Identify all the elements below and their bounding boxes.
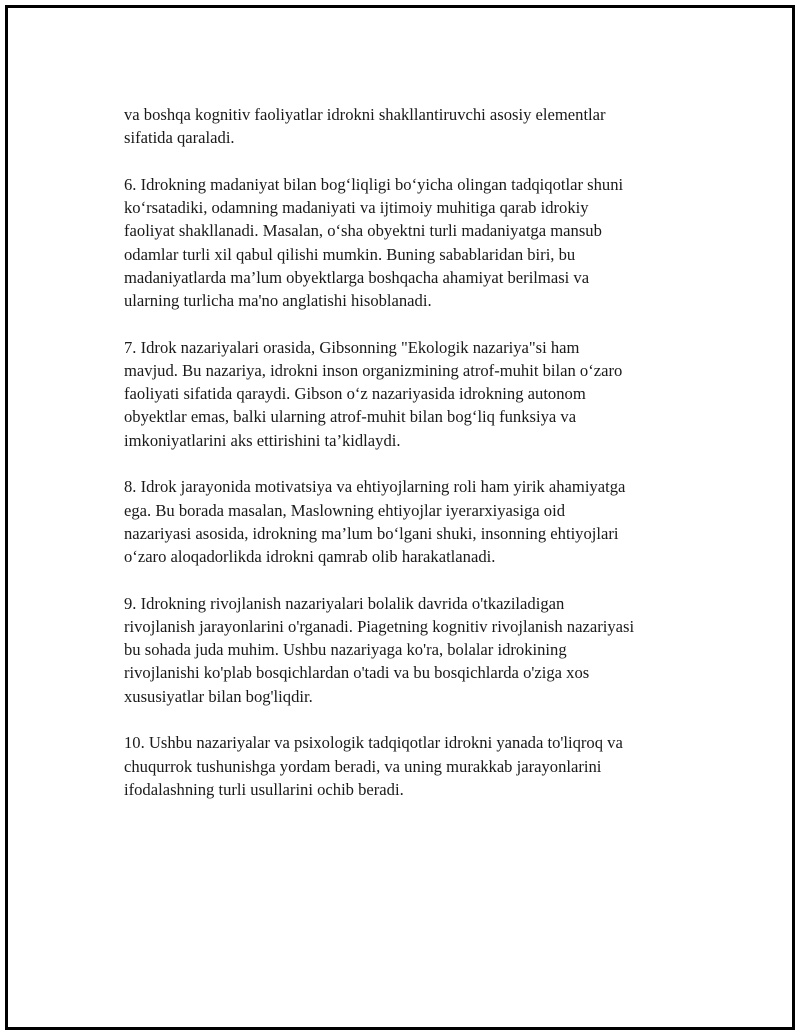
paragraph-8: 8. Idrok jarayonida motivatsiya va ehtiyojlarning roli ham yirik ahamiyatga ega. Bu borada masalan, Maslowning ehtiyojlar iyerarxiyasiga oid nazariyasi asosida, idrokning ma’lum bo‘lgani shuki, insonning ehtiyojlari o‘zaro aloqadorlikda idrokni qamrab olib harakatlanadi. [124,477,626,567]
paragraph-continuation: va boshqa kognitiv faoliyatlar idrokni shakllantiruvchi asosiy elementlar sifatida qaraladi. [124,105,606,148]
document-body [124,103,709,825]
paragraph-6: 6. Idrokning madaniyat bilan bog‘liqligi bo‘yicha olingan tadqiqotlar shuni ko‘rsatadiki, odamning madaniyati va ijtimoiy muhitiga qarab idrokiy faoliyat shakllanadi. Masalan, o‘sha obyektni turli madaniyatga mansub odamlar turli xil qabul qilishi mumkin. Buning sabablaridan biri, bu madaniyatlarda ma’lum obyektlarga boshqacha ahamiyat berilmasi va ularning turlicha ma'no anglatishi hisoblanadi. [124,175,624,311]
paragraph-9: 9. Idrokning rivojlanish nazariyalari bolalik davrida o'tkaziladigan rivojlanish jarayonlarini o'rganadi. Piagetning kognitiv rivojlanish nazariyasi bu sohada juda muhim. Ushbu nazariyaga ko'ra, bolalar idrokining rivojlanishi ko'plab bosqichlardan o'tadi va bu bosqichlarda o'ziga xos xususiyatlar bilan bog'liqdir. [124,593,635,706]
paragraph-10: 10. Ushbu nazariyalar va psixologik tadqiqotlar idrokni yanada to'liqroq va chuqurrok tushunishga yordam beradi, va uning murakkab jarayonlarini ifodalashning turli usullarini ochib beradi. [124,733,623,799]
page-border [5,5,795,1030]
paragraph-7: 7. Idrok nazariyalari orasida, Gibsonning "Ekologik nazariya"si ham mavjud. Bu nazariya, idrokni inson organizmining atrof-muhit bilan o‘zaro faoliyati sifatida qaraydi. Gibson o‘z nazariyasida idrokning autonom obyektlar emas, balki ularning atrof-muhit bilan bog‘liq funksiya va imkoniyatlarini aks ettirishini ta’kidlaydi. [124,337,623,450]
